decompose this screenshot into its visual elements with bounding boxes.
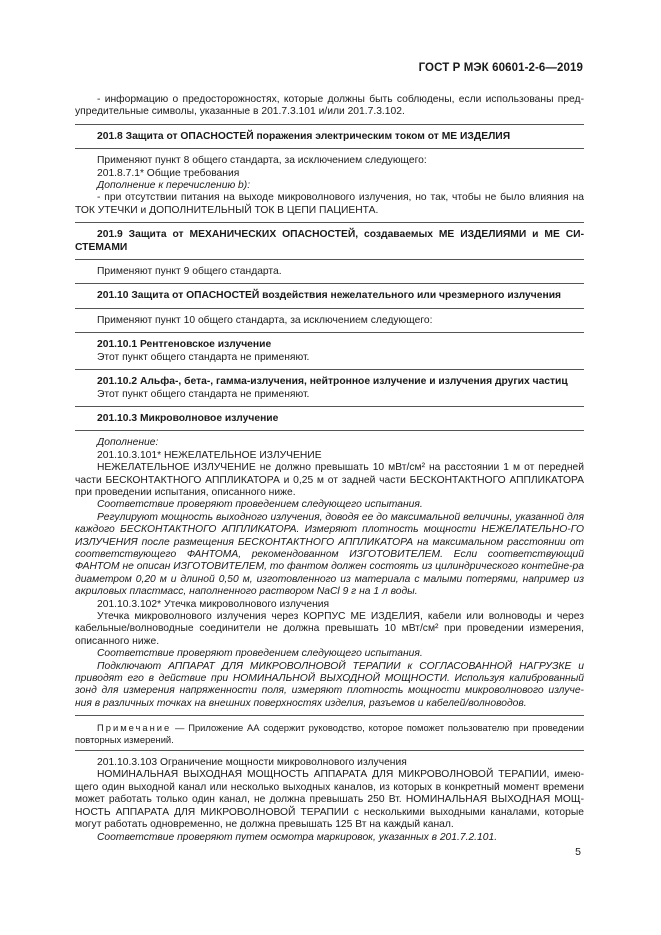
page-content [75, 94, 584, 844]
paragraph-precautions: - информацию о предосторожностях, которые должны быть соблюдены, если использованы пред-упредительные символы, указанные в 201.7.3.101 и/или 201.7.3.102. [75, 94, 584, 118]
section-divider [75, 430, 584, 431]
section-divider [75, 222, 584, 223]
section-heading-201-9: 201.9 Защита от МЕХАНИЧЕСКИХ ОПАСНОСТЕЙ, создаваемых МЕ ИЗДЕЛИЯМИ и МЕ СИ-СТЕМАМИ [75, 229, 584, 253]
addition-label: Дополнение: [97, 437, 159, 449]
paragraph-apply-8: Применяют пункт 8 общего стандарта, за исключением следующего: [97, 155, 427, 167]
note-paragraph [75, 722, 584, 745]
section-heading-201-10-2: 201.10.2 Альфа-, бета-, гамма-излучения, нейтронное излучение и излучения других частиц [97, 376, 568, 388]
section-divider [75, 308, 584, 309]
amendment-note: Дополнение к перечислению b): [97, 180, 251, 192]
paragraph-no-power: - при отсутствии питания на выходе микроволнового излучения, но так, чтобы не было влияния на ТОК УТЕЧКИ и ДОПОЛНИТЕЛЬНЫЙ ТОК В ЦЕПИ ПАЦИЕНТА. [75, 192, 584, 216]
section-divider [75, 369, 584, 370]
paragraph-leakage: Утечка микроволнового излучения через КОРПУС МЕ ИЗДЕЛИЯ, кабели или волноводы и через кабельные/волноводные соединители не должна превышать 10 мВт/см² при проведении измерения, описанного ниже. [75, 611, 584, 647]
section-divider [75, 259, 584, 260]
section-divider [75, 124, 584, 125]
subclause-201-10-3-102: 201.10.3.102* Утечка микроволнового излучения [97, 598, 330, 610]
section-heading-201-8: 201.8 Защита от ОПАСНОСТЕЙ поражения электрическим током от МЕ ИЗДЕЛИЯ [97, 130, 511, 142]
test-procedure-2: Подключают АППАРАТ ДЛЯ МИКРОВОЛНОВОЙ ТЕРАПИИ к СОГЛАСОВАННОЙ НАГРУЗКЕ и приводят его в действие при НОМИНАЛЬНОЙ ВЫХОДНОЙ МОЩНОСТИ. Используя калиброванный зонд для измерения напряженности поля, измеряют плотность мощности микроволнового излуче-ния в различных точках на внешних поверхностях изделия, разъемов и кабелей/волноводов. [75, 660, 584, 709]
note-label: Примечание [97, 722, 172, 734]
paragraph-not-applied-2: Этот пункт общего стандарта не применяют. [97, 388, 310, 400]
subclause-201-8-7-1: 201.8.7.1* Общие требования [97, 167, 240, 179]
compliance-text-2: Соответствие проверяют проведением следующего испытания. [97, 648, 423, 660]
section-divider [75, 715, 584, 716]
subclause-201-10-3-103: 201.10.3.103 Ограничение мощности микроволнового излучения [97, 757, 407, 769]
section-divider [75, 406, 584, 407]
page-number: 5 [575, 846, 581, 858]
section-heading-201-10: 201.10 Защита от ОПАСНОСТЕЙ воздействия нежелательного или чрезмерного излучения [97, 290, 562, 302]
standard-header: ГОСТ Р МЭК 60601-2-6—2019 [418, 62, 583, 74]
paragraph-unwanted-radiation: НЕЖЕЛАТЕЛЬНОЕ ИЗЛУЧЕНИЕ не должно превышать 10 мВт/см² на расстоянии 1 м от передней части БЕСКОНТАКТНОГО АППЛИКАТОРА и 0,25 м от задней части БЕСКОНТАКТНОГО АППЛИКАТОРА при проведении испытания, описанного ниже. [75, 462, 584, 498]
section-divider [75, 332, 584, 333]
compliance-text-3: Соответствие проверяют путем осмотра маркировок, указанных в 201.7.2.101. [97, 831, 498, 843]
section-divider [75, 283, 584, 284]
paragraph-apply-9: Применяют пункт 9 общего стандарта. [97, 266, 282, 278]
compliance-text-1: Соответствие проверяют проведением следующего испытания. [97, 499, 423, 511]
section-heading-201-10-3: 201.10.3 Микроволновое излучение [97, 412, 279, 424]
section-divider [75, 750, 584, 751]
subclause-201-10-3-101: 201.10.3.101* НЕЖЕЛАТЕЛЬНОЕ ИЗЛУЧЕНИЕ [97, 449, 322, 461]
paragraph-power-limit: НОМИНАЛЬНАЯ ВЫХОДНАЯ МОЩНОСТЬ АППАРАТА ДЛЯ МИКРОВОЛНОВОЙ ТЕРАПИИ, имею-щего один выходной канал или несколько выходных каналов, из которых в конкретный момент времени может работать только один канал, не должна превышать 250 Вт. НОМИНАЛЬНАЯ ВЫХОДНАЯ МОЩ-НОСТЬ АППАРАТА ДЛЯ МИКРОВОЛНОВОЙ ТЕРАПИИ с несколькими выходными каналами, которые могут работать одновременно, не должна превышать 125 Вт на каждый канал. [75, 769, 584, 831]
paragraph-apply-10: Применяют пункт 10 общего стандарта, за исключением следующего: [97, 314, 433, 326]
paragraph-not-applied-1: Этот пункт общего стандарта не применяют. [97, 351, 310, 363]
section-heading-201-10-1: 201.10.1 Рентгеновское излучение [97, 339, 272, 351]
note-text: — Приложение АА содержит руководство, которое поможет пользователю при проведении повторных измерений. [75, 722, 584, 745]
test-procedure-1: Регулируют мощность выходного излучения, доводя ее до максимальной величины, указанной для каждого БЕСКОНТАКТНОГО АППЛИКАТОРА. Измеряют плотность мощности НЕЖЕЛАТЕЛЬНО-ГО ИЗЛУЧЕНИЯ после размещения БЕСКОНТАКТНОГО АППЛИКАТОРА на максимальном расстоянии от соответствующего ФАНТОМА, рекомендованном ИЗГОТОВИТЕЛЕМ. Если соответствующий ФАНТОМ не описан ИЗГОТОВИТЕЛЕМ, то фантом должен состоять из цилиндрического контейне-ра диаметром 0,20 м и длиной 0,50 м, изготовленного из материала с малыми потерями, например из акриловых пластмасс, наполненного раствором NaCl 9 г на 1 л воды. [75, 511, 584, 598]
section-divider [75, 148, 584, 149]
